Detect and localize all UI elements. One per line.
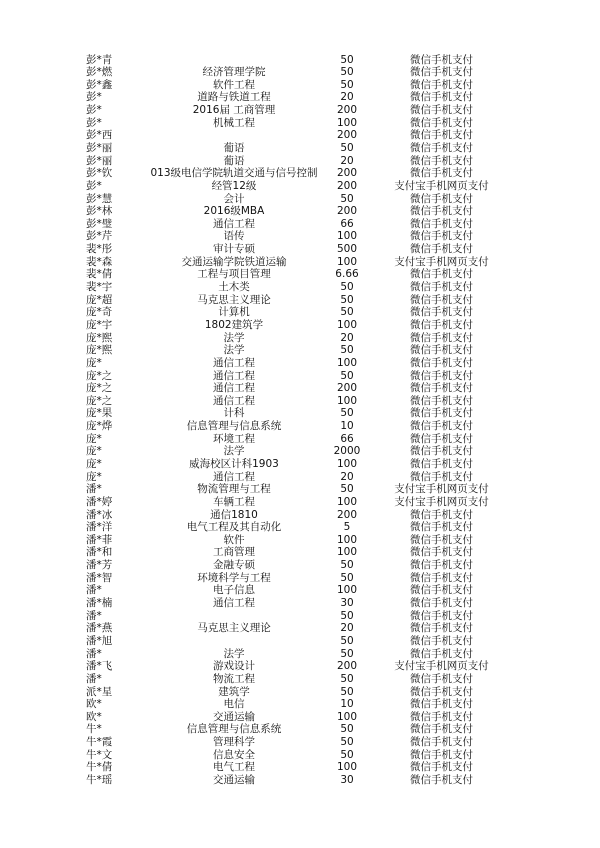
department-cell — [134, 610, 334, 623]
table-row — [74, 584, 514, 597]
department-cell: 建筑学 — [218, 685, 250, 698]
table-row — [74, 243, 514, 256]
table-row — [74, 496, 514, 509]
donor-name-cell: 牛*瑶 — [86, 774, 113, 787]
amount-cell: 6.66 — [335, 268, 359, 281]
amount-cell: 50 — [340, 306, 354, 319]
payment-method-cell: 微信手机支付 — [410, 331, 473, 344]
donor-name-cell: 彭*丽 — [86, 154, 113, 167]
payment-method-cell: 支付宝手机网页支付 — [394, 495, 489, 508]
donor-name-cell: 彭*西 — [86, 129, 113, 142]
payment-method-cell: 微信手机支付 — [410, 736, 473, 749]
department-cell: 通信1810 — [210, 508, 258, 521]
payment-method-cell: 微信手机支付 — [410, 66, 473, 79]
department-cell: 通信工程 — [213, 217, 255, 230]
donor-name-cell: 潘* — [86, 609, 102, 622]
department-cell: 计科 — [223, 407, 245, 420]
donor-name-cell: 彭*慧 — [86, 192, 113, 205]
amount-cell: 100 — [336, 546, 358, 559]
payment-method-cell: 微信手机支付 — [410, 521, 473, 534]
payment-method-cell: 微信手机支付 — [410, 230, 473, 243]
donor-name-cell: 庞*熙 — [86, 344, 113, 357]
table-row — [74, 117, 514, 130]
table-row — [74, 534, 514, 547]
donor-name-cell: 彭* — [86, 91, 102, 104]
table-row — [74, 509, 514, 522]
amount-cell: 100 — [336, 318, 358, 331]
payment-method-cell: 支付宝手机网页支付 — [394, 255, 489, 268]
department-cell: 电信 — [223, 698, 245, 711]
donor-name-cell: 彭*芹 — [86, 230, 113, 243]
amount-cell: 200 — [336, 129, 358, 142]
amount-cell: 200 — [336, 660, 358, 673]
department-cell: 信息管理与信息系统 — [186, 723, 282, 736]
amount-cell: 200 — [336, 167, 358, 180]
payment-method-cell: 微信手机支付 — [410, 647, 473, 660]
table-row — [74, 79, 514, 92]
amount-cell: 200 — [336, 508, 358, 521]
department-cell — [134, 129, 334, 142]
department-cell: 审计专硕 — [213, 243, 255, 256]
donor-name-cell: 潘* — [86, 647, 102, 660]
table-row — [74, 521, 514, 534]
amount-cell: 50 — [340, 78, 354, 91]
department-cell: 软件 — [223, 533, 245, 546]
payment-method-cell: 微信手机支付 — [410, 369, 473, 382]
donor-name-cell: 彭* — [86, 179, 102, 192]
payment-method-cell: 微信手机支付 — [410, 154, 473, 167]
table-row — [74, 458, 514, 471]
donor-name-cell: 裴*宇 — [86, 281, 113, 294]
amount-cell: 100 — [336, 230, 358, 243]
table-row — [74, 370, 514, 383]
payment-method-cell: 微信手机支付 — [410, 129, 473, 142]
donor-name-cell: 牛*文 — [86, 748, 113, 761]
amount-cell: 50 — [340, 407, 354, 420]
payment-method-cell: 微信手机支付 — [410, 356, 473, 369]
donor-name-cell: 彭* — [86, 104, 102, 117]
department-cell: 1802建筑学 — [204, 318, 264, 331]
department-cell: 管理科学 — [213, 736, 255, 749]
department-cell: 交通运输 — [213, 710, 255, 723]
donor-name-cell: 潘* — [86, 584, 102, 597]
donor-name-cell: 潘*和 — [86, 546, 113, 559]
table-row — [74, 686, 514, 699]
payment-method-cell: 微信手机支付 — [410, 774, 473, 787]
amount-cell: 50 — [340, 723, 354, 736]
payment-method-cell: 微信手机支付 — [410, 78, 473, 91]
amount-cell: 500 — [336, 243, 358, 256]
payment-method-cell: 微信手机支付 — [410, 761, 473, 774]
payment-method-cell: 微信手机支付 — [410, 91, 473, 104]
donor-name-cell: 潘* — [86, 672, 102, 685]
amount-cell: 66 — [340, 432, 354, 445]
donor-name-cell: 彭*丽 — [86, 141, 113, 154]
amount-cell: 100 — [336, 584, 358, 597]
donor-name-cell: 彭*青 — [86, 53, 113, 66]
amount-cell: 50 — [340, 685, 354, 698]
amount-cell: 100 — [336, 394, 358, 407]
payment-method-cell: 微信手机支付 — [410, 394, 473, 407]
donor-name-cell: 庞*奇 — [86, 306, 113, 319]
payment-method-cell: 微信手机支付 — [410, 104, 473, 117]
table-row — [74, 471, 514, 484]
table-row — [74, 546, 514, 559]
department-cell: 法学 — [223, 344, 245, 357]
amount-cell: 20 — [340, 470, 354, 483]
amount-cell: 50 — [340, 293, 354, 306]
department-cell: 马克思主义理论 — [197, 622, 271, 635]
donor-name-cell: 彭*鑫 — [86, 78, 113, 91]
table-row — [74, 357, 514, 370]
amount-cell: 200 — [336, 382, 358, 395]
amount-cell: 50 — [340, 672, 354, 685]
amount-cell: 10 — [340, 420, 354, 433]
table-row — [74, 749, 514, 762]
payment-method-cell: 微信手机支付 — [410, 344, 473, 357]
payment-method-cell: 微信手机支付 — [410, 634, 473, 647]
department-cell: 电气工程 — [213, 761, 255, 774]
department-cell: 马克思主义理论 — [197, 293, 271, 306]
payment-method-cell: 微信手机支付 — [410, 53, 473, 66]
donor-name-cell: 潘*冰 — [86, 508, 113, 521]
amount-cell: 100 — [336, 533, 358, 546]
amount-cell: 50 — [340, 141, 354, 154]
department-cell: 2016级MBA — [203, 205, 265, 218]
department-cell: 信息安全 — [213, 748, 255, 761]
donor-name-cell: 彭*璧 — [86, 217, 113, 230]
donor-name-cell: 彭*钦 — [86, 167, 113, 180]
payment-method-cell: 微信手机支付 — [410, 420, 473, 433]
amount-cell: 66 — [340, 217, 354, 230]
department-cell — [134, 54, 334, 67]
amount-cell: 100 — [336, 356, 358, 369]
department-cell: 通信工程 — [213, 597, 255, 610]
department-cell: 机械工程 — [213, 116, 255, 129]
amount-cell: 5 — [343, 521, 351, 534]
table-row — [74, 736, 514, 749]
payment-method-cell: 微信手机支付 — [410, 192, 473, 205]
table-row — [74, 129, 514, 142]
amount-cell: 100 — [336, 116, 358, 129]
table-row — [74, 761, 514, 774]
donor-name-cell: 庞*超 — [86, 293, 113, 306]
department-cell: 葡语 — [223, 154, 245, 167]
table-row — [74, 774, 514, 787]
amount-cell: 50 — [340, 571, 354, 584]
amount-cell: 50 — [340, 66, 354, 79]
donor-name-cell: 牛*倩 — [86, 761, 113, 774]
payment-method-cell: 微信手机支付 — [410, 698, 473, 711]
amount-cell: 50 — [340, 748, 354, 761]
donor-name-cell: 彭*燃 — [86, 66, 113, 79]
department-cell: 土木类 — [218, 281, 250, 294]
table-row — [74, 572, 514, 585]
department-cell: 法学 — [223, 331, 245, 344]
donor-name-cell: 潘* — [86, 483, 102, 496]
table-row — [74, 648, 514, 661]
payment-method-cell: 微信手机支付 — [410, 533, 473, 546]
amount-cell: 100 — [336, 255, 358, 268]
department-cell: 游戏设计 — [213, 660, 255, 673]
amount-cell: 20 — [340, 331, 354, 344]
amount-cell: 50 — [340, 192, 354, 205]
department-cell: 电气工程及其自动化 — [186, 521, 282, 534]
donor-name-cell: 庞*果 — [86, 407, 113, 420]
payment-method-cell: 微信手机支付 — [410, 559, 473, 572]
amount-cell: 2000 — [333, 445, 361, 458]
department-cell: 经管12级 — [211, 179, 257, 192]
donor-name-cell: 庞* — [86, 432, 102, 445]
table-row — [74, 344, 514, 357]
table-row — [74, 218, 514, 231]
payment-method-cell: 微信手机支付 — [410, 432, 473, 445]
payment-method-cell: 微信手机支付 — [410, 382, 473, 395]
table-row — [74, 91, 514, 104]
table-row — [74, 660, 514, 673]
donation-table — [74, 54, 514, 787]
table-row — [74, 395, 514, 408]
payment-method-cell: 微信手机支付 — [410, 710, 473, 723]
donor-name-cell: 庞*宇 — [86, 318, 113, 331]
payment-method-cell: 微信手机支付 — [410, 470, 473, 483]
amount-cell: 200 — [336, 205, 358, 218]
payment-method-cell: 微信手机支付 — [410, 306, 473, 319]
department-cell: 会计 — [223, 192, 245, 205]
payment-method-cell: 微信手机支付 — [410, 293, 473, 306]
payment-method-cell: 微信手机支付 — [410, 243, 473, 256]
amount-cell: 50 — [340, 647, 354, 660]
table-row — [74, 483, 514, 496]
donor-name-cell: 庞*之 — [86, 394, 113, 407]
amount-cell: 100 — [336, 495, 358, 508]
department-cell: 环境工程 — [213, 432, 255, 445]
department-cell: 语传 — [223, 230, 245, 243]
table-row — [74, 445, 514, 458]
payment-method-cell: 微信手机支付 — [410, 609, 473, 622]
payment-method-cell: 微信手机支付 — [410, 217, 473, 230]
payment-method-cell: 微信手机支付 — [410, 116, 473, 129]
amount-cell: 10 — [340, 698, 354, 711]
payment-method-cell: 微信手机支付 — [410, 597, 473, 610]
payment-method-cell: 微信手机支付 — [410, 281, 473, 294]
amount-cell: 200 — [336, 179, 358, 192]
department-cell: 交通运输 — [213, 774, 255, 787]
department-cell: 环境科学与工程 — [197, 571, 271, 584]
table-row — [74, 294, 514, 307]
payment-method-cell: 微信手机支付 — [410, 318, 473, 331]
department-cell: 通信工程 — [213, 369, 255, 382]
amount-cell: 100 — [336, 458, 358, 470]
donor-name-cell: 裴*倩 — [86, 268, 113, 281]
payment-method-cell: 微信手机支付 — [410, 407, 473, 420]
department-cell: 葡语 — [223, 141, 245, 154]
department-cell: 法学 — [223, 445, 245, 458]
amount-cell: 200 — [336, 104, 358, 117]
department-cell: 013级电信学院轨道交通与信号控制 — [150, 167, 318, 180]
payment-method-cell: 微信手机支付 — [410, 685, 473, 698]
table-row — [74, 433, 514, 446]
payment-method-cell: 微信手机支付 — [410, 167, 473, 180]
table-row — [74, 610, 514, 623]
table-row — [74, 332, 514, 345]
payment-method-cell: 支付宝手机网页支付 — [394, 483, 489, 496]
department-cell: 电子信息 — [213, 584, 255, 597]
table-row — [74, 723, 514, 736]
amount-cell: 30 — [340, 774, 354, 787]
donor-name-cell: 潘*飞 — [86, 660, 113, 673]
donor-name-cell: 庞*之 — [86, 369, 113, 382]
table-row — [74, 319, 514, 332]
donor-name-cell: 潘*智 — [86, 571, 113, 584]
payment-method-cell: 微信手机支付 — [410, 508, 473, 521]
department-cell: 通信工程 — [213, 382, 255, 395]
table-row — [74, 167, 514, 180]
donor-name-cell: 庞* — [86, 356, 102, 369]
donor-name-cell: 欧* — [86, 710, 102, 723]
donor-name-cell: 裴*森 — [86, 255, 113, 268]
donor-name-cell: 牛* — [86, 723, 102, 736]
donor-name-cell: 潘*婷 — [86, 495, 113, 508]
payment-method-cell: 微信手机支付 — [410, 748, 473, 761]
table-row — [74, 66, 514, 79]
donor-name-cell: 庞* — [86, 445, 102, 458]
amount-cell: 20 — [340, 622, 354, 635]
payment-method-cell: 微信手机支付 — [410, 723, 473, 736]
payment-method-cell: 微信手机支付 — [410, 571, 473, 584]
department-cell: 2016届 工商管理 — [192, 104, 276, 117]
amount-cell: 20 — [340, 91, 354, 104]
department-cell: 金融专硕 — [213, 559, 255, 572]
payment-method-cell: 微信手机支付 — [410, 445, 473, 458]
donor-name-cell: 庞*之 — [86, 382, 113, 395]
donor-name-cell: 潘*芳 — [86, 559, 113, 572]
amount-cell: 50 — [340, 369, 354, 382]
table-row — [74, 180, 514, 193]
department-cell: 交通运输学院铁道运输 — [181, 255, 287, 268]
payment-method-cell: 微信手机支付 — [410, 672, 473, 685]
payment-method-cell: 支付宝手机网页支付 — [394, 179, 489, 192]
department-cell: 车辆工程 — [213, 495, 255, 508]
payment-method-cell: 微信手机支付 — [410, 622, 473, 635]
table-row — [74, 382, 514, 395]
department-cell: 威海校区计科1903 — [189, 458, 279, 470]
department-cell: 通信工程 — [213, 356, 255, 369]
table-row — [74, 420, 514, 433]
amount-cell: 50 — [340, 344, 354, 357]
amount-cell: 50 — [340, 634, 354, 647]
department-cell — [134, 635, 334, 648]
department-cell: 道路与铁道工程 — [197, 91, 271, 104]
amount-cell: 100 — [336, 710, 358, 723]
table-row — [74, 407, 514, 420]
donor-name-cell: 派*星 — [86, 685, 113, 698]
table-row — [74, 256, 514, 269]
department-cell: 经济管理学院 — [202, 66, 266, 79]
donor-name-cell: 庞*烨 — [86, 420, 113, 433]
amount-cell: 20 — [340, 154, 354, 167]
donor-name-cell: 欧* — [86, 698, 102, 711]
table-row — [74, 698, 514, 711]
table-row — [74, 230, 514, 243]
amount-cell: 50 — [340, 559, 354, 572]
department-cell: 工商管理 — [213, 546, 255, 559]
amount-cell: 30 — [340, 597, 354, 610]
table-row — [74, 54, 514, 67]
donor-name-cell: 牛*霞 — [86, 736, 113, 749]
donor-name-cell: 潘*楠 — [86, 597, 113, 610]
donor-name-cell: 潘*菲 — [86, 533, 113, 546]
department-cell: 法学 — [223, 647, 245, 660]
donor-name-cell: 彭* — [86, 116, 102, 129]
amount-cell: 100 — [336, 761, 358, 774]
table-row — [74, 205, 514, 218]
amount-cell: 50 — [340, 609, 354, 622]
department-cell: 信息管理与信息系统 — [186, 420, 282, 433]
payment-method-cell: 微信手机支付 — [410, 205, 473, 218]
table-row — [74, 268, 514, 281]
amount-cell: 50 — [340, 281, 354, 294]
department-cell: 计算机 — [218, 306, 250, 319]
donor-name-cell: 庞* — [86, 458, 102, 470]
table-row — [74, 635, 514, 648]
department-cell: 物流工程 — [213, 672, 255, 685]
donor-name-cell: 彭*林 — [86, 205, 113, 218]
table-row — [74, 673, 514, 686]
table-row — [74, 155, 514, 168]
payment-method-cell: 微信手机支付 — [410, 458, 473, 470]
table-row — [74, 193, 514, 206]
amount-cell: 50 — [340, 483, 354, 496]
department-cell: 通信工程 — [213, 394, 255, 407]
donor-name-cell: 庞*熙 — [86, 331, 113, 344]
table-row — [74, 142, 514, 155]
payment-method-cell: 微信手机支付 — [410, 546, 473, 559]
payment-method-cell: 微信手机支付 — [410, 141, 473, 154]
table-row — [74, 597, 514, 610]
table-row — [74, 559, 514, 572]
table-row — [74, 711, 514, 724]
payment-method-cell: 微信手机支付 — [410, 268, 473, 281]
table-row — [74, 622, 514, 635]
department-cell: 通信工程 — [213, 470, 255, 483]
donor-name-cell: 庞* — [86, 470, 102, 483]
department-cell: 软件工程 — [213, 78, 255, 91]
donor-name-cell: 潘*燕 — [86, 622, 113, 635]
table-row — [74, 104, 514, 117]
payment-method-cell: 微信手机支付 — [410, 584, 473, 597]
department-cell: 物流管理与工程 — [197, 483, 271, 496]
table-row — [74, 306, 514, 319]
payment-method-cell: 支付宝手机网页支付 — [394, 660, 489, 673]
table-row — [74, 281, 514, 294]
amount-cell: 50 — [340, 736, 354, 749]
donor-name-cell: 潘*旭 — [86, 634, 113, 647]
donor-name-cell: 潘*洋 — [86, 521, 113, 534]
donor-name-cell: 裴*彤 — [86, 243, 113, 256]
department-cell: 工程与项目管理 — [197, 268, 271, 281]
amount-cell: 50 — [340, 53, 354, 66]
